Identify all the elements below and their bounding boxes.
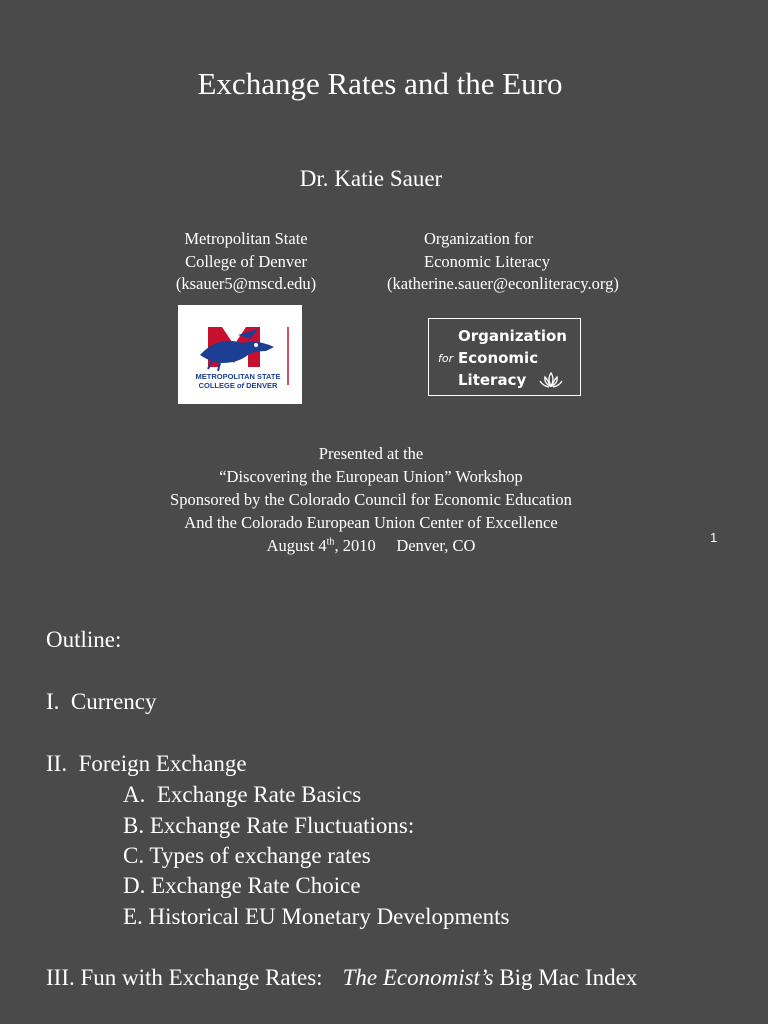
outline-heading: Outline: — [46, 627, 122, 652]
outline-item-foreign-exchange: II. Foreign Exchange — [46, 751, 247, 776]
outline-subitem: B. Exchange Rate Fluctuations: — [123, 813, 415, 838]
affiliation-line: Economic Literacy — [424, 251, 550, 271]
author-name: Dr. Katie Sauer — [299, 166, 443, 191]
msc-denver-logo — [178, 305, 302, 404]
presented-line: Sponsored by the Colorado Council for Economic Education — [170, 490, 572, 509]
oel-logo-line: Economic — [458, 349, 539, 367]
affiliation-oel — [380, 228, 700, 296]
roadrunner-emblem-icon — [178, 305, 302, 404]
affiliation-msc — [140, 228, 352, 296]
presented-date: August 4th, 2010 Denver, CO — [266, 536, 476, 555]
presented-line: Presented at the — [318, 444, 424, 463]
affiliation-line: Metropolitan State — [184, 229, 308, 248]
affiliation-email: (ksauer5@mscd.edu) — [175, 274, 317, 293]
affiliation-email: (katherine.sauer@econliteracy.org) — [387, 274, 619, 293]
presentation-details — [0, 442, 742, 557]
oel-logo-line: Organization — [458, 327, 567, 345]
oel-logo-for: for — [438, 352, 454, 365]
svg-text:COLLEGE of DENVER: COLLEGE of DENVER — [198, 381, 278, 390]
oel-logo-line: Literacy — [458, 371, 527, 389]
outline-subitem: E. Historical EU Monetary Developments — [123, 904, 510, 929]
outline-item-currency: I. Currency — [46, 689, 157, 714]
presented-line: And the Colorado European Union Center of Excellence — [184, 513, 558, 532]
affiliation-line: College of Denver — [185, 251, 307, 271]
outline-item-big-mac: III. Fun with Exchange Rates: The Economist’s Big Mac Index — [46, 965, 638, 990]
publication-title: The Economist’s — [342, 965, 494, 990]
slide-title: Exchange Rates and the Euro — [197, 66, 563, 101]
affiliation-line: Organization for — [424, 229, 534, 248]
svg-text:METROPOLITAN STATE: METROPOLITAN STATE — [195, 372, 281, 381]
page-number: 1 — [710, 530, 718, 545]
lotus-icon — [537, 371, 565, 389]
outline-subitem: C. Types of exchange rates — [123, 843, 371, 868]
outline-subitem: D. Exchange Rate Choice — [123, 873, 361, 898]
oel-logo — [428, 318, 581, 396]
presented-line: “Discovering the European Union” Workshop — [219, 467, 523, 486]
outline-subitem: A. Exchange Rate Basics — [123, 782, 362, 807]
